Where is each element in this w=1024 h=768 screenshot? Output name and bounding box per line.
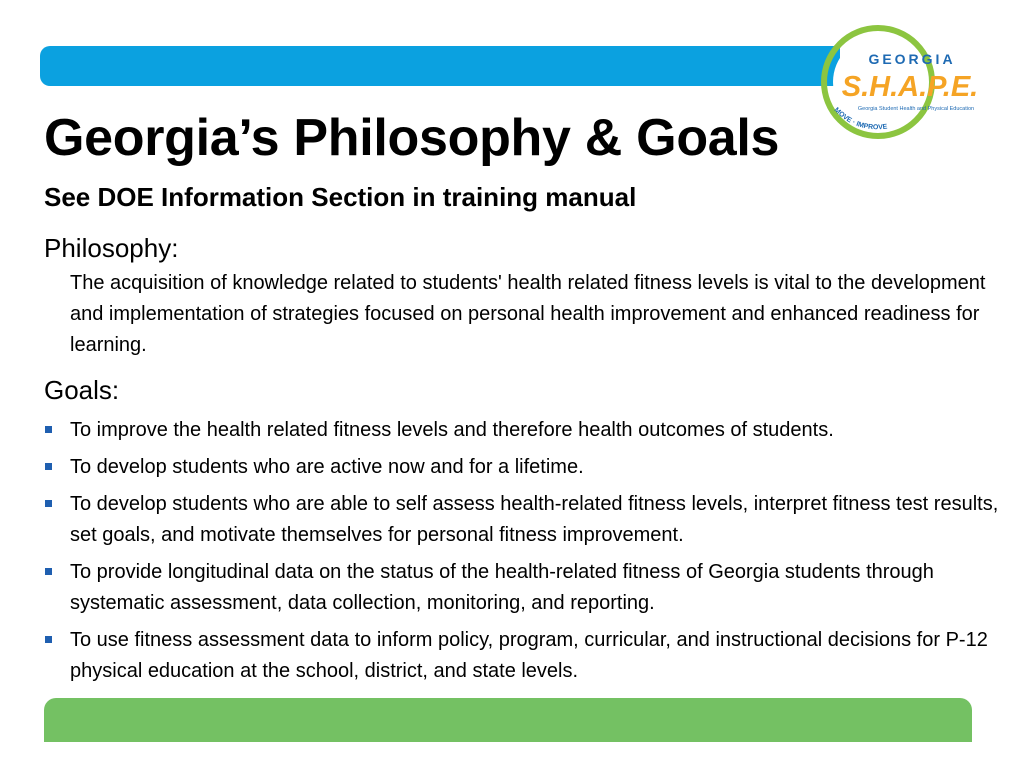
square-bullet-icon (45, 568, 52, 575)
square-bullet-icon (45, 463, 52, 470)
philosophy-heading: Philosophy: (44, 233, 179, 263)
goals-heading: Goals: (44, 375, 120, 405)
header-accent-bar (40, 46, 840, 86)
goal-text: To use fitness assessment data to inform policy, program, curricular, and instructional decisions for P-12 physical education at the school, district, and state levels. (70, 629, 988, 682)
footer-accent-bar (44, 698, 972, 742)
square-bullet-icon (45, 500, 52, 507)
goal-item (44, 452, 1004, 483)
slide-title: Georgia’s Philosophy & Goals (44, 109, 780, 167)
logo-graphic (812, 24, 982, 142)
goal-text: To develop students who are able to self assess health-related fitness levels, interpret fitness test results, set goals, and motivate themselves for personal fitness improvement. (70, 493, 999, 546)
goal-text: To improve the health related fitness levels and therefore health outcomes of students. (70, 419, 834, 441)
goal-item (44, 625, 1004, 687)
square-bullet-icon (45, 426, 52, 433)
logo-tagline: Georgia Student Health and Physical Education (857, 106, 975, 112)
georgia-shape-logo (812, 24, 982, 142)
slide-subtitle: See DOE Information Section in training manual (44, 182, 637, 212)
philosophy-text: The acquisition of knowledge related to students' health related fitness levels is vital to the development and implementation of strategies focused on personal health improvement and enhanced readiness for learning. (70, 272, 986, 356)
goal-item (44, 489, 1004, 551)
goal-item (44, 415, 1004, 446)
logo-arc-textpath: MOVE · IMPROVE (832, 106, 888, 132)
square-bullet-icon (45, 636, 52, 643)
logo-top-word: GEORGIA (868, 51, 956, 67)
logo-name: S.H.A.P.E. (841, 71, 979, 103)
goals-list (44, 415, 1004, 693)
goal-text: To provide longitudinal data on the status of the health-related fitness of Georgia students through systematic assessment, data collection, monitoring, and reporting. (70, 561, 934, 614)
goal-text: To develop students who are active now and for a lifetime. (70, 456, 584, 478)
goal-item (44, 557, 1004, 619)
